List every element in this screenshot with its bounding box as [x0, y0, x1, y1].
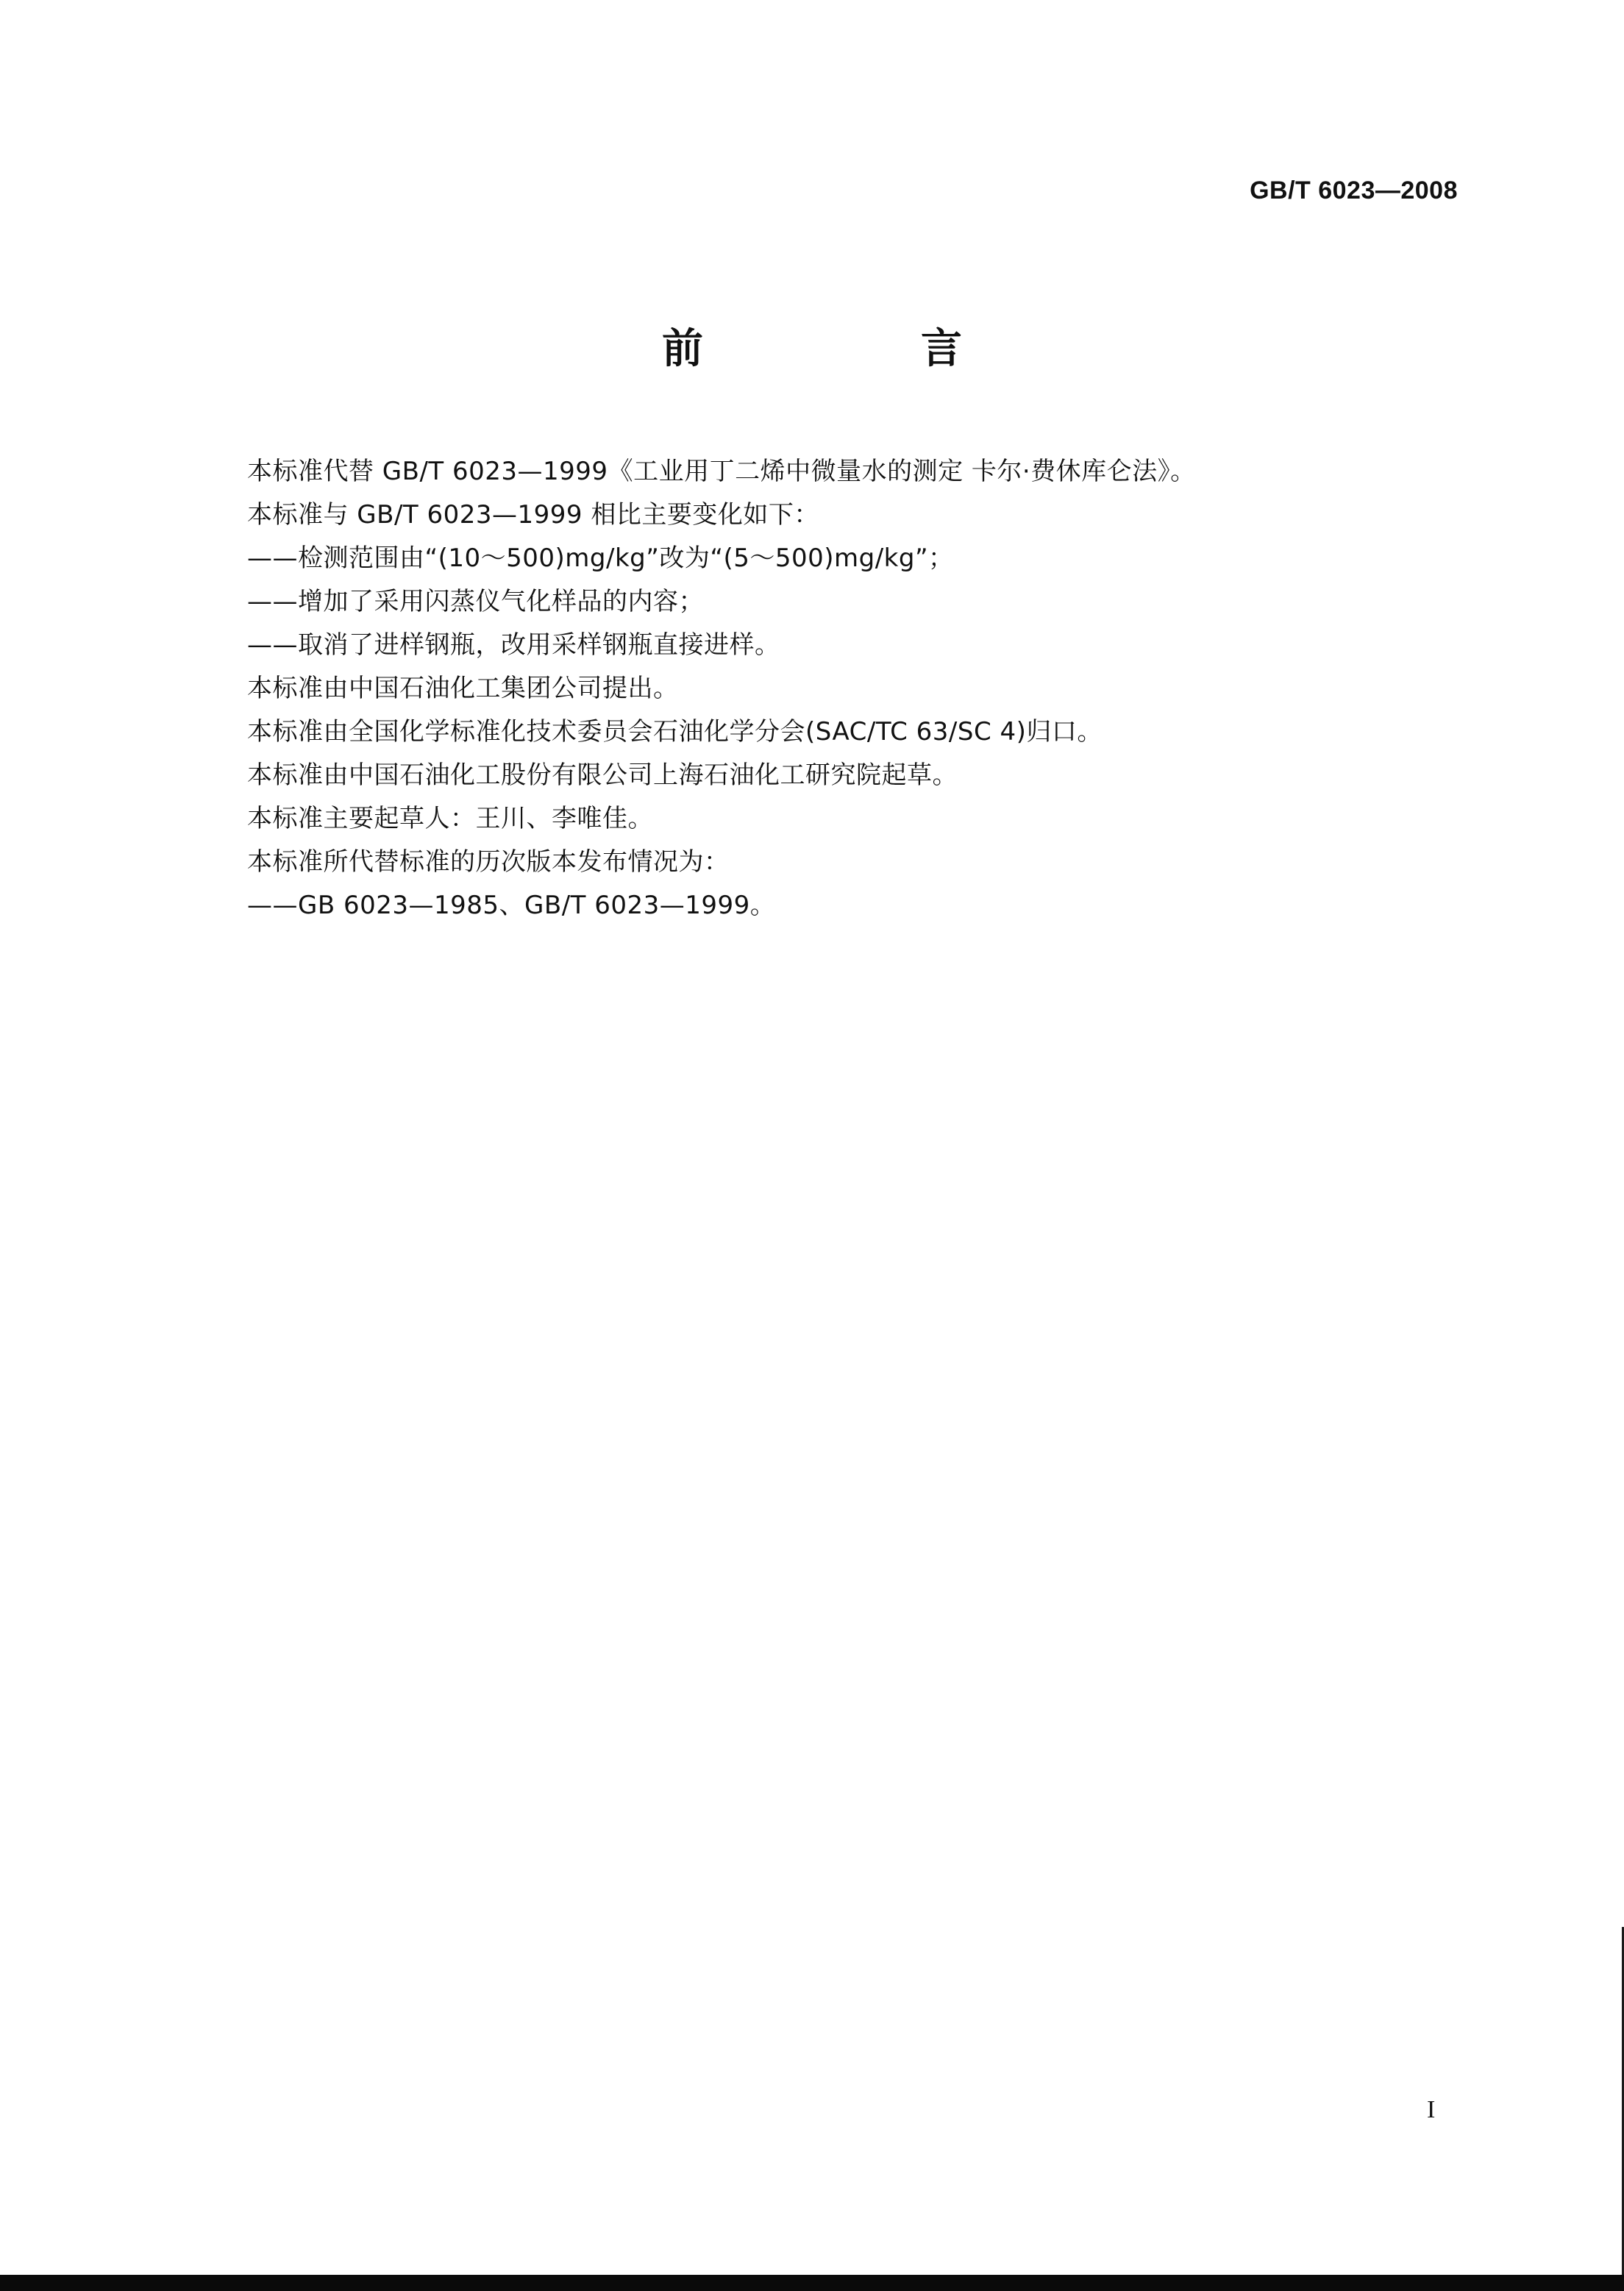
standard-code: GB/T 6023—2008 — [1250, 177, 1458, 204]
foreword-line-change-flash: ——增加了采用闪蒸仪气化样品的内容； — [247, 587, 704, 616]
foreword-line-changes-intro: 本标准与 GB/T 6023—1999 相比主要变化如下： — [247, 500, 819, 530]
foreword-line-change-range: ——检测范围由“(10～500)mg/kg”改为“(5～500)mg/kg”； — [247, 544, 954, 573]
scan-edge-bottom — [0, 2275, 1624, 2291]
foreword-line-drafters: 本标准主要起草人：王川、李唯佳。 — [247, 804, 653, 833]
foreword-line-change-cylinder: ——取消了进样钢瓶，改用采样钢瓶直接进样。 — [247, 630, 780, 660]
foreword-body — [247, 450, 1395, 927]
foreword-line-proposed-by: 本标准由中国石油化工集团公司提出。 — [247, 674, 679, 703]
foreword-line-replaces: 本标准代替 GB/T 6023—1999《工业用丁二烯中微量水的测定 卡尔·费休库仑法》。 — [247, 457, 1196, 486]
foreword-line-drafted-by: 本标准由中国石油化工股份有限公司上海石油化工研究院起草。 — [247, 760, 958, 790]
foreword-line-history-versions: ——GB 6023—1985、GB/T 6023—1999。 — [247, 891, 776, 920]
foreword-line-history-intro: 本标准所代替标准的历次版本发布情况为： — [247, 847, 730, 877]
page-title: 前 言 — [662, 325, 1050, 373]
foreword-line-centralized-by: 本标准由全国化学标准化技术委员会石油化学分会(SAC/TC 63/SC 4)归口。 — [247, 717, 1103, 747]
page-number: I — [1427, 2096, 1436, 2123]
